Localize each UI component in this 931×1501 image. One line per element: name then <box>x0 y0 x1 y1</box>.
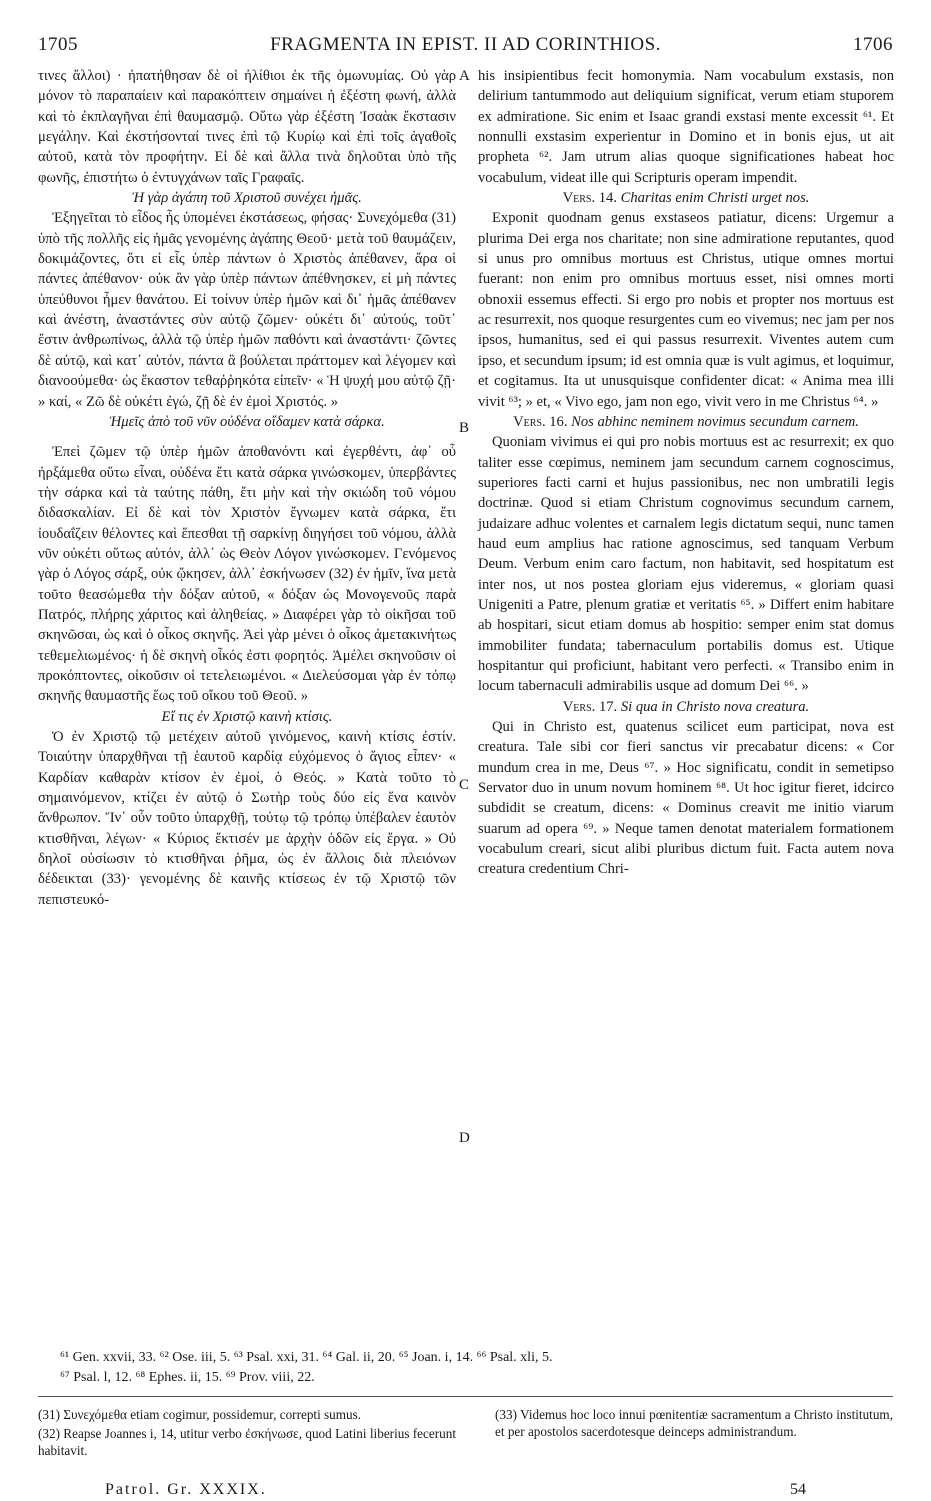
verse-text: Nos abhinc neminem novimus secundum carnem. <box>571 413 859 430</box>
sheet-number: 54 <box>790 1481 806 1498</box>
paragraph: Ὁ ἐν Χριστῷ τῷ μετέχειν αὐτοῦ γινόμενος, καινὴ κτίσις ἐστίν. Τοιαύτην ὑπαρχθῆναι τῇ ἑαυτοῦ καρδίᾳ εὐχόμενος ὁ ἅγιος εἶπεν· « Καρδίαν καθαρὰν κτίσον ἐν ἐμοί, ὁ Θεός. » Κατὰ τοῦτο τὸ σημαινόμενον, κτίζει ἐν αὐτῷ ὁ Σωτὴρ τοὺς δύο εἰς ἕνα καινὸν ἄνθρωπον. Ἵν᾽ οὖν τοῦτο ὑπαρχθῇ, τούτῳ τῷ τρόπῳ ὑπέβαλεν ἑαυτὸν κτισθῆναι, λέγων· « Κύριος ἔκτισέν με ἀρχὴν ὁδῶν εἰς ἔργα. » Οὐ δηλοῖ οὐσίωσιν τὸ κτισθῆναι ῥῆμα, ὡς ἐν ἄλλοις διὰ πλειόνων δέδεικται (33)· γενομένης δὲ καινῆς κτίσεως ἐν τῷ Χριστῷ τῶν πεπιστευκό- <box>38 729 456 908</box>
paragraph: Ἐξηγεῖται τὸ εἶδος ἧς ὑπομένει ἐκστάσεως, φήσας· Συνεχόμεθα (31) ὑπὸ τῆς πολλῆς εἰς ἡμᾶς γενομένης ἀγάπης Θεοῦ· μετὰ τοῦ θαυμάζειν, δοκιμάζοντες, ὅτι εἰ εἷς ὑπὲρ πάντων ὁ Χριστὸς ἀπέθανεν, ἄρα οἱ πάντες ἀπέθανον· οὐκ ἂν γὰρ ὑπὲρ πάντων ἀπέθνησκεν, εἰ μὴ πάντες ὑπεύθυνοι ἦμεν θανάτου. Εἰ τοίνυν ὑπὲρ ἡμῶν καὶ δι᾽ ἡμᾶς ἀπέθανεν καὶ ἀνέστη, ἀναστάντες σὺν αὐτῷ ζῶμεν· οὐκέτι δι᾽ αὐτούς, τοῦτ᾽ ἔστιν ἀνθρωπίνως, ἀλλὰ τῷ ὑπὲρ ἡμῶν παθόντι καὶ ἀναστάντι· ζῶντες δὲ αὐτῷ, καὶ κατ᾽ αὐτόν, πάντα ἃ βούλεται πράττομεν καὶ λέγομεν καὶ διανοούμεθα· ὡς ἕκαστον τεθαῤῥηκότα εἰπεῖν· « Ἡ ψυχή μου αὐτῷ ζῇ· » καί, « Ζῶ δὲ οὐκέτι ἐγώ, ζῇ δὲ ἐν ἐμοὶ Χριστός. » <box>38 210 456 410</box>
footnote-rule <box>38 1396 893 1397</box>
page-number-right: 1706 <box>853 34 893 55</box>
footnote-32: (32) Reapse Joannes i, 14, utitur verbo ἐσκήνωσε, quod Latini liberius fecerunt habitavit. <box>38 1426 456 1458</box>
verse-heading <box>478 188 894 208</box>
paragraph: Exponit quodnam genus exstaseos patiatur, dicens: Urgemur a plurima Dei erga nos charitate; non sine admiratione reputantes, quod si unus pro omnibus mortuus est Christus, utique omnes mortui fuerant: non enim pro omnibus mortuus esset, nisi omnes morti obnoxii essemus effecti. Si ergo pro nobis et propter nos mortuus est ac resurrexit, nos quoque resurgentes cum eo vivemus; nec jam per nos ipsos, humanitus, sed ei qui passus resurrexit. Viventes autem cum ipso, et secundum ipsum; id est omnia quæ is vult agimus, et loquimur, et cogitamus. Ita ut unusquisque confidenter dicat: « Anima mea illi vivit ⁶³; » et, « Vivo ego, jam non ego, vivit vero in me Christus ⁶⁴. » <box>478 210 894 410</box>
running-title: FRAGMENTA IN EPIST. II AD CORINTHIOS. <box>270 34 661 55</box>
paragraph: Qui in Christo est, quatenus scilicet eum participat, nova est creatura. Tale sibi cor fieri sanctus vir precabatur dicens: « Cor mundum crea in me, Deus ⁶⁷. » Hoc significatu, condit in semetipso Servator duo in unum novum hominem ⁶⁸. Ut hoc igitur fieret, idcirco subdidit se creatum, dicens: « Dominus creavit me initio viarum suarum ad opera ⁶⁹. » Neque tamen denotat materialem formationem vocabulum creari, sicut alibi pluribus dictum fuit. Facta autem nova creatura credentium Chri- <box>478 719 894 878</box>
verse-number: Vers. 16. <box>513 413 568 430</box>
lemma-heading: Ἡ γὰρ ἀγάπη τοῦ Χριστοῦ συνέχει ἡμᾶς. <box>132 190 362 207</box>
greek-column <box>38 66 456 910</box>
footnotes-left <box>38 1406 456 1459</box>
paragraph: his insipientibus fecit homonymia. Nam vocabulum exstasis, non delirium tantummodo aut deliquium significat, verum etiam stuporem ex admiratione. Sic enim et Isaac grandi exstasi mente excessit ⁶¹. Et nonnulli exstasim experientur in Domino et in bonis ejus, ut ait propheta ⁶². Jam utrum alias quoque significationes habeat hoc vocabulum, videat ille qui Scripturis operam impendit. <box>478 68 894 186</box>
footnote-33: (33) Videmus hoc loco innui pœnitentiæ sacramentum a Christo institutum, et per apostolos sacerdotesque deinceps administrandum. <box>495 1407 893 1439</box>
footnotes-right <box>495 1406 893 1440</box>
margin-letter-b: B <box>459 420 470 436</box>
scripture-refs-line-1: ⁶¹ Gen. xxvii, 33. ⁶² Ose. iii, 5. ⁶³ Psal. xxi, 31. ⁶⁴ Gal. ii, 20. ⁶⁵ Joan. i, 14. ⁶⁶ Psal. xli, 5. <box>60 1350 553 1365</box>
verse-heading <box>478 412 894 432</box>
paragraph: τινες ἄλλοι) · ἠπατήθησαν δὲ οἱ ἠλίθιοι ἐκ τῆς ὁμωνυμίας. Οὐ γὰρ μόνον τὸ παραπαίειν καὶ παρακόπτειν σημαίνει ἡ ἐξέστη φωνή, ἀλλὰ καὶ τὸ ἐκπλαγῆναι ἐπὶ θαυμασμῷ. Οὕτω γὰρ ἐξέστη Ἰσαὰκ ἔκστασιν μεγάλην. Καὶ ἐκστήσονταί τινες ἐπὶ τῷ Κυρίῳ καὶ ἐπὶ τοῖς ἀγαθοῖς αὐτοῦ, κατὰ τὸν προφήτην. Εἰ δὲ καὶ ἄλλα τινὰ δηλοῦται ὑπὸ τῆς φωνῆς, ἐπιστήτω ὁ ἐντυγχάνων ταῖς Γραφαῖς. <box>38 68 456 186</box>
lemma-heading: Εἴ τις ἐν Χριστῷ καινὴ κτίσις. <box>161 708 333 725</box>
margin-letter-a: A <box>459 68 470 84</box>
verse-number: Vers. 17. <box>562 698 618 715</box>
paragraph: Ἐπεὶ ζῶμεν τῷ ὑπὲρ ἡμῶν ἀποθανόντι καὶ ἐγερθέντι, ἀφ᾽ οὗ ἠρξάμεθα οὕτω εἶναι, οὐδένα ἔτι κατὰ σάρκα γινώσκομεν, ὑπερβάντες τὴν σάρκα καὶ τὰ ταύτης πάθη, ἔτι μὴν καὶ τὴν σκιώδη τοῦ νόμου διδασκαλίαν. Εἰ δὲ καὶ τὸν Χριστὸν ἔγνωμεν κατὰ σάρκα, ἔτι ἰουδαΐζειν θέλοντες καὶ ἕπεσθαι τῇ σαρκίνῃ διηγήσει τοῦ νόμου, ἀλλὰ νῦν οὐκέτι οὕτως αὐτόν, ἀλλ᾽ ὡς Θεὸν Λόγον γινώσκομεν. Γενόμενος γὰρ ὁ Λόγος σάρξ, οὐκ ᾤκησεν, ἀλλ᾽ ἐσκήνωσεν (32) ἐν ἡμῖν, ἵνα μετὰ τοῦτο θεασώμεθα τὴν δόξαν αὐτοῦ, « δόξαν ὡς Μονογενοῦς παρὰ Πατρός, πλήρης χάριτος καὶ ἀληθείας. » Διαφέρει γὰρ τὸ οἰκῆσαι τοῦ σκηνῶσαι, ὡς καὶ ὁ οἶκος σκηνῆς. Ἀεὶ γὰρ μένει ὁ οἶκος ἀμετακινήτως τεθεμελιωμένος· ἡ δὲ σκηνὴ οἶκός ἐστι φορητός. Ἀμέλει σκηνοῦσιν οἱ προκόπτοντες, οἰκοῦσιν οἱ τετελειωμένοι. « Διελεύσομαι γὰρ ἐν τόπῳ σκηνῆς θαυμαστῆς ἕως τοῦ οἴκου τοῦ Θεοῦ. » <box>38 444 456 705</box>
page-number-left: 1705 <box>38 34 78 55</box>
paragraph: Quoniam vivimus ei qui pro nobis mortuus est ac resurrexit; ex quo taliter esse cœpimus, neminem jam secundum carnem cognoscimus, superiores facti carni et hujus passionibus, nec non umbratili legis doctrinæ. Quod si etiam Christum cognovimus secundum carnem, judaizare adhuc volentes et carnalem legis dictatum sequi, nunc tamen haud eum amplius hac ratione agnoscimus, sed tanquam Verbum Deum. Verbum enim caro factum, non habitavit, sed hospitatum est inter nos, ut nos postea gloriam ejus videremus, « gloriam quasi Unigeniti a Patre, plenum gratiæ et veritatis ⁶⁵. » Differt enim habitare ab hospitari, sicut etiam domus ab hospitio: semper enim stat domus immobiliter fundata; tabernaculum portabilis domus est. Utique hospitantur qui proficiunt, habitant vero perfecti. « Transibo enim in locum tabernaculi admirabilis usque ad domum Dei ⁶⁶. » <box>478 434 894 695</box>
scripture-refs-line-2: ⁶⁷ Psal. l, 12. ⁶⁸ Ephes. ii, 15. ⁶⁹ Prov. viii, 22. <box>60 1370 315 1385</box>
verse-text: Charitas enim Christi urget nos. <box>620 190 810 207</box>
lemma-heading: Ἡμεῖς ἀπὸ τοῦ νῦν οὐδένα οἴδαμεν κατὰ σάρκα. <box>109 413 385 430</box>
patrologia-signature: Patrol. Gr. XXXIX. <box>105 1481 267 1498</box>
margin-letter-c: C <box>459 777 470 793</box>
spacer <box>38 432 456 442</box>
verse-text: Si qua in Christo nova creatura. <box>620 698 810 715</box>
footnote-31: (31) Συνεχόμεθα etiam cogimur, possidemur, correpti sumus. <box>38 1407 362 1422</box>
running-header <box>38 34 893 58</box>
verse-number: Vers. 14. <box>562 190 617 207</box>
verse-heading <box>478 697 894 717</box>
margin-letter-d: D <box>459 1130 470 1146</box>
latin-column <box>478 66 894 880</box>
